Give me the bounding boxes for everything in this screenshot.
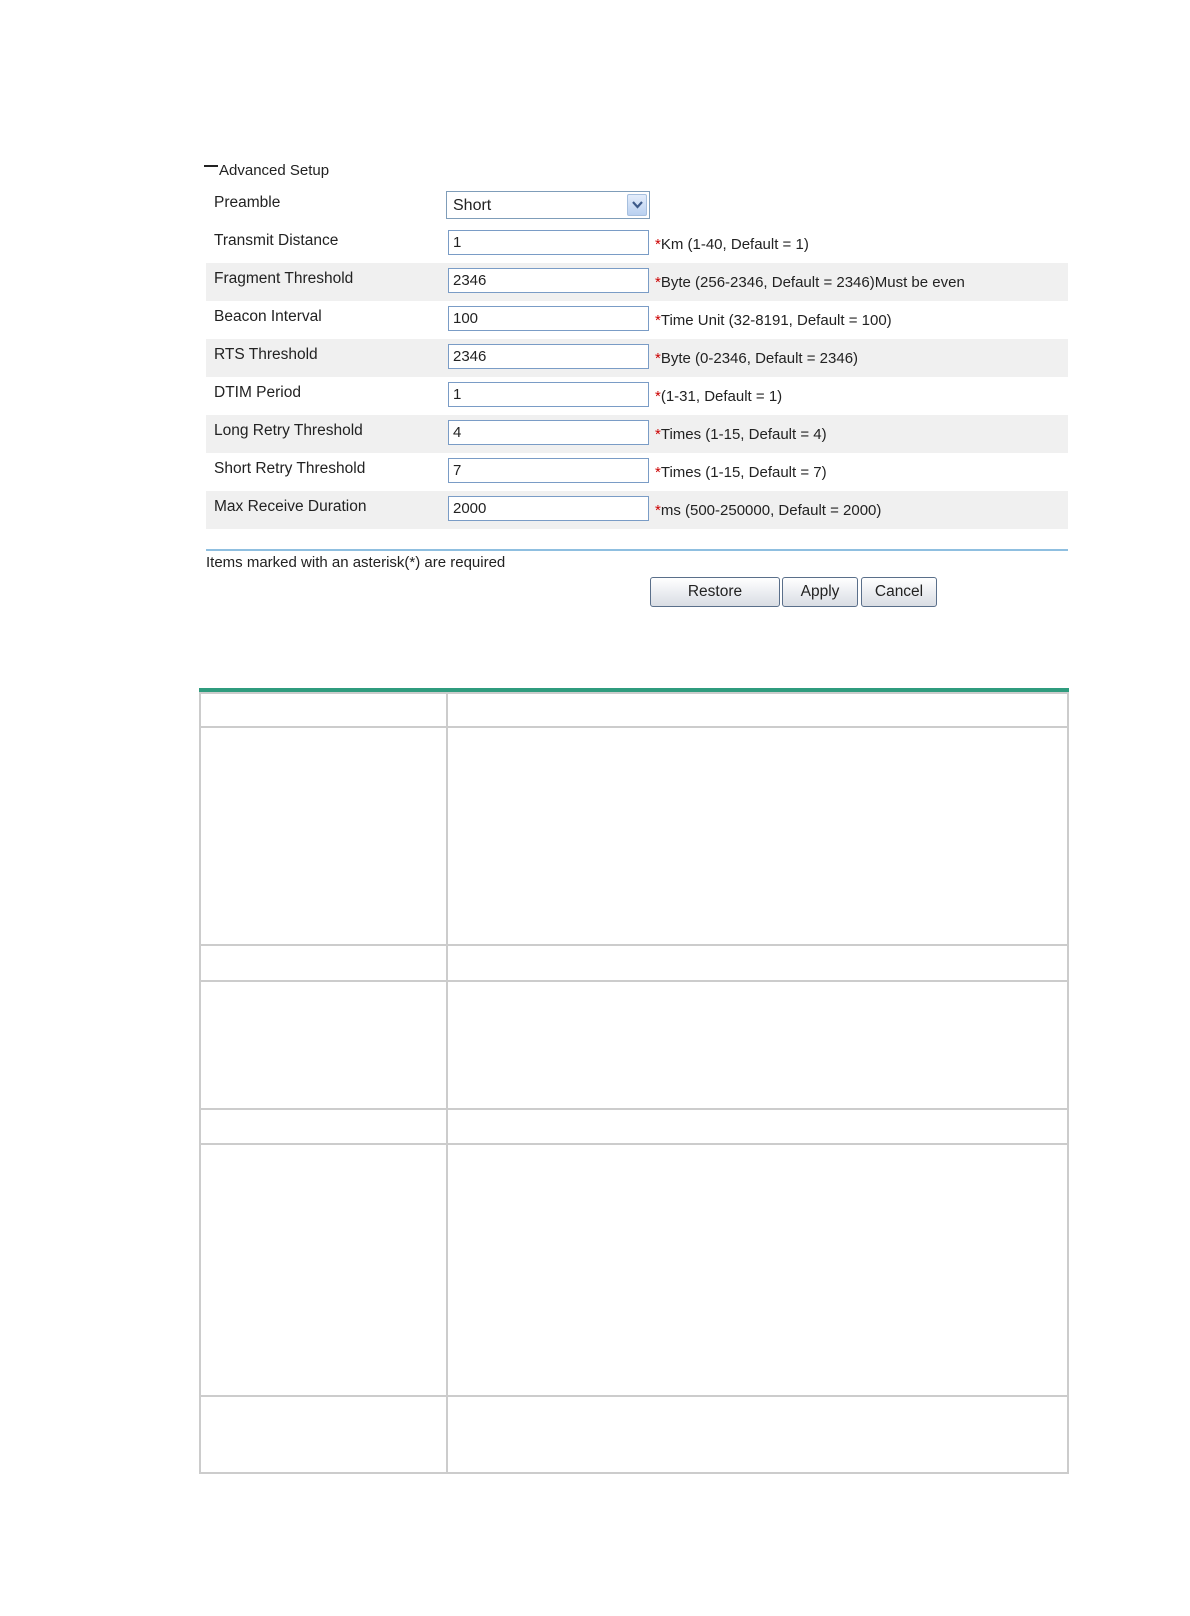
table-cell: [200, 1144, 447, 1396]
advanced-setup-form: [206, 187, 1068, 529]
dtim-period-row: [206, 377, 1068, 415]
table-cell: [200, 981, 447, 1109]
dtim-period-hint: [655, 388, 782, 405]
apply-button[interactable]: Apply: [782, 577, 858, 607]
rts-threshold-label: RTS Threshold: [214, 346, 318, 363]
beacon-interval-input[interactable]: [448, 306, 649, 331]
table-cell: [200, 1109, 447, 1144]
table-cell: [200, 1396, 447, 1473]
table-row: [200, 1144, 1068, 1396]
table-cell: [447, 1109, 1068, 1144]
table-row: [200, 1396, 1068, 1473]
hint-text: ms (500-250000, Default = 2000): [660, 502, 882, 519]
form-divider: [206, 549, 1068, 551]
fragment-threshold-label: Fragment Threshold: [214, 270, 354, 287]
table-cell: [447, 727, 1068, 945]
rts-threshold-hint: [655, 350, 858, 367]
short-retry-threshold-input[interactable]: [448, 458, 649, 483]
table-cell: [447, 945, 1068, 981]
table-row: [200, 945, 1068, 981]
max-receive-duration-input[interactable]: [448, 496, 649, 521]
transmit-distance-input[interactable]: [448, 230, 649, 255]
long-retry-threshold-label: Long Retry Threshold: [214, 422, 363, 439]
long-retry-threshold-input[interactable]: [448, 420, 649, 445]
short-retry-threshold-row: [206, 453, 1068, 491]
table-cell: [447, 1144, 1068, 1396]
table-row: [200, 981, 1068, 1109]
required-asterisk: *: [655, 236, 661, 253]
hint-text: Times (1-15, Default = 4): [660, 426, 827, 443]
rts-threshold-row: [206, 339, 1068, 377]
fragment-threshold-row: [206, 263, 1068, 301]
table-cell: [200, 693, 447, 727]
required-asterisk: *: [655, 350, 661, 367]
transmit-distance-hint: [655, 236, 809, 253]
cancel-button[interactable]: Cancel: [861, 577, 937, 607]
preamble-row: [206, 187, 1068, 225]
beacon-interval-row: [206, 301, 1068, 339]
required-asterisk: *: [655, 274, 661, 291]
dtim-period-input[interactable]: [448, 382, 649, 407]
table-row: [200, 727, 1068, 945]
table-cell: [447, 693, 1068, 727]
hint-text: Times (1-15, Default = 7): [660, 464, 827, 481]
hint-text: Byte (256-2346, Default = 2346)Must be even: [660, 274, 965, 291]
transmit-distance-row: [206, 225, 1068, 263]
hint-text: Byte (0-2346, Default = 2346): [660, 350, 859, 367]
restore-button[interactable]: Restore: [650, 577, 780, 607]
table-cell: [447, 1396, 1068, 1473]
required-asterisk: *: [655, 502, 661, 519]
minus-icon[interactable]: [204, 165, 218, 167]
beacon-interval-label: Beacon Interval: [214, 308, 322, 325]
max-receive-duration-hint: [655, 502, 881, 519]
transmit-distance-label: Transmit Distance: [214, 232, 339, 249]
dtim-period-label: DTIM Period: [214, 384, 301, 401]
table-cell: [447, 981, 1068, 1109]
parameter-description-table: [199, 688, 1069, 1474]
table-row: [200, 693, 1068, 727]
hint-text: Km (1-40, Default = 1): [660, 236, 809, 253]
required-asterisk: *: [655, 464, 661, 481]
table-cell: [200, 945, 447, 981]
long-retry-threshold-hint: [655, 426, 827, 443]
required-asterisk: *: [655, 312, 661, 329]
table-row: [200, 1109, 1068, 1144]
required-note: Items marked with an asterisk(*) are required: [206, 554, 506, 571]
beacon-interval-hint: [655, 312, 892, 329]
max-receive-duration-label: Max Receive Duration: [214, 498, 367, 515]
preamble-select[interactable]: [446, 191, 650, 219]
fragment-threshold-input[interactable]: [448, 268, 649, 293]
rts-threshold-input[interactable]: [448, 344, 649, 369]
required-asterisk: *: [655, 388, 661, 405]
required-asterisk: *: [655, 426, 661, 443]
section-title: Advanced Setup: [219, 162, 330, 179]
max-receive-duration-row: [206, 491, 1068, 529]
hint-text: Time Unit (32-8191, Default = 100): [660, 312, 892, 329]
chevron-down-icon[interactable]: [627, 194, 647, 216]
table-cell: [200, 727, 447, 945]
advanced-setup-header[interactable]: [204, 162, 329, 179]
short-retry-threshold-label: Short Retry Threshold: [214, 460, 366, 477]
fragment-threshold-hint: [655, 274, 965, 291]
short-retry-threshold-hint: [655, 464, 827, 481]
preamble-label: Preamble: [214, 194, 281, 211]
preamble-selected-value: Short: [453, 197, 492, 214]
hint-text: (1-31, Default = 1): [660, 388, 783, 405]
long-retry-threshold-row: [206, 415, 1068, 453]
